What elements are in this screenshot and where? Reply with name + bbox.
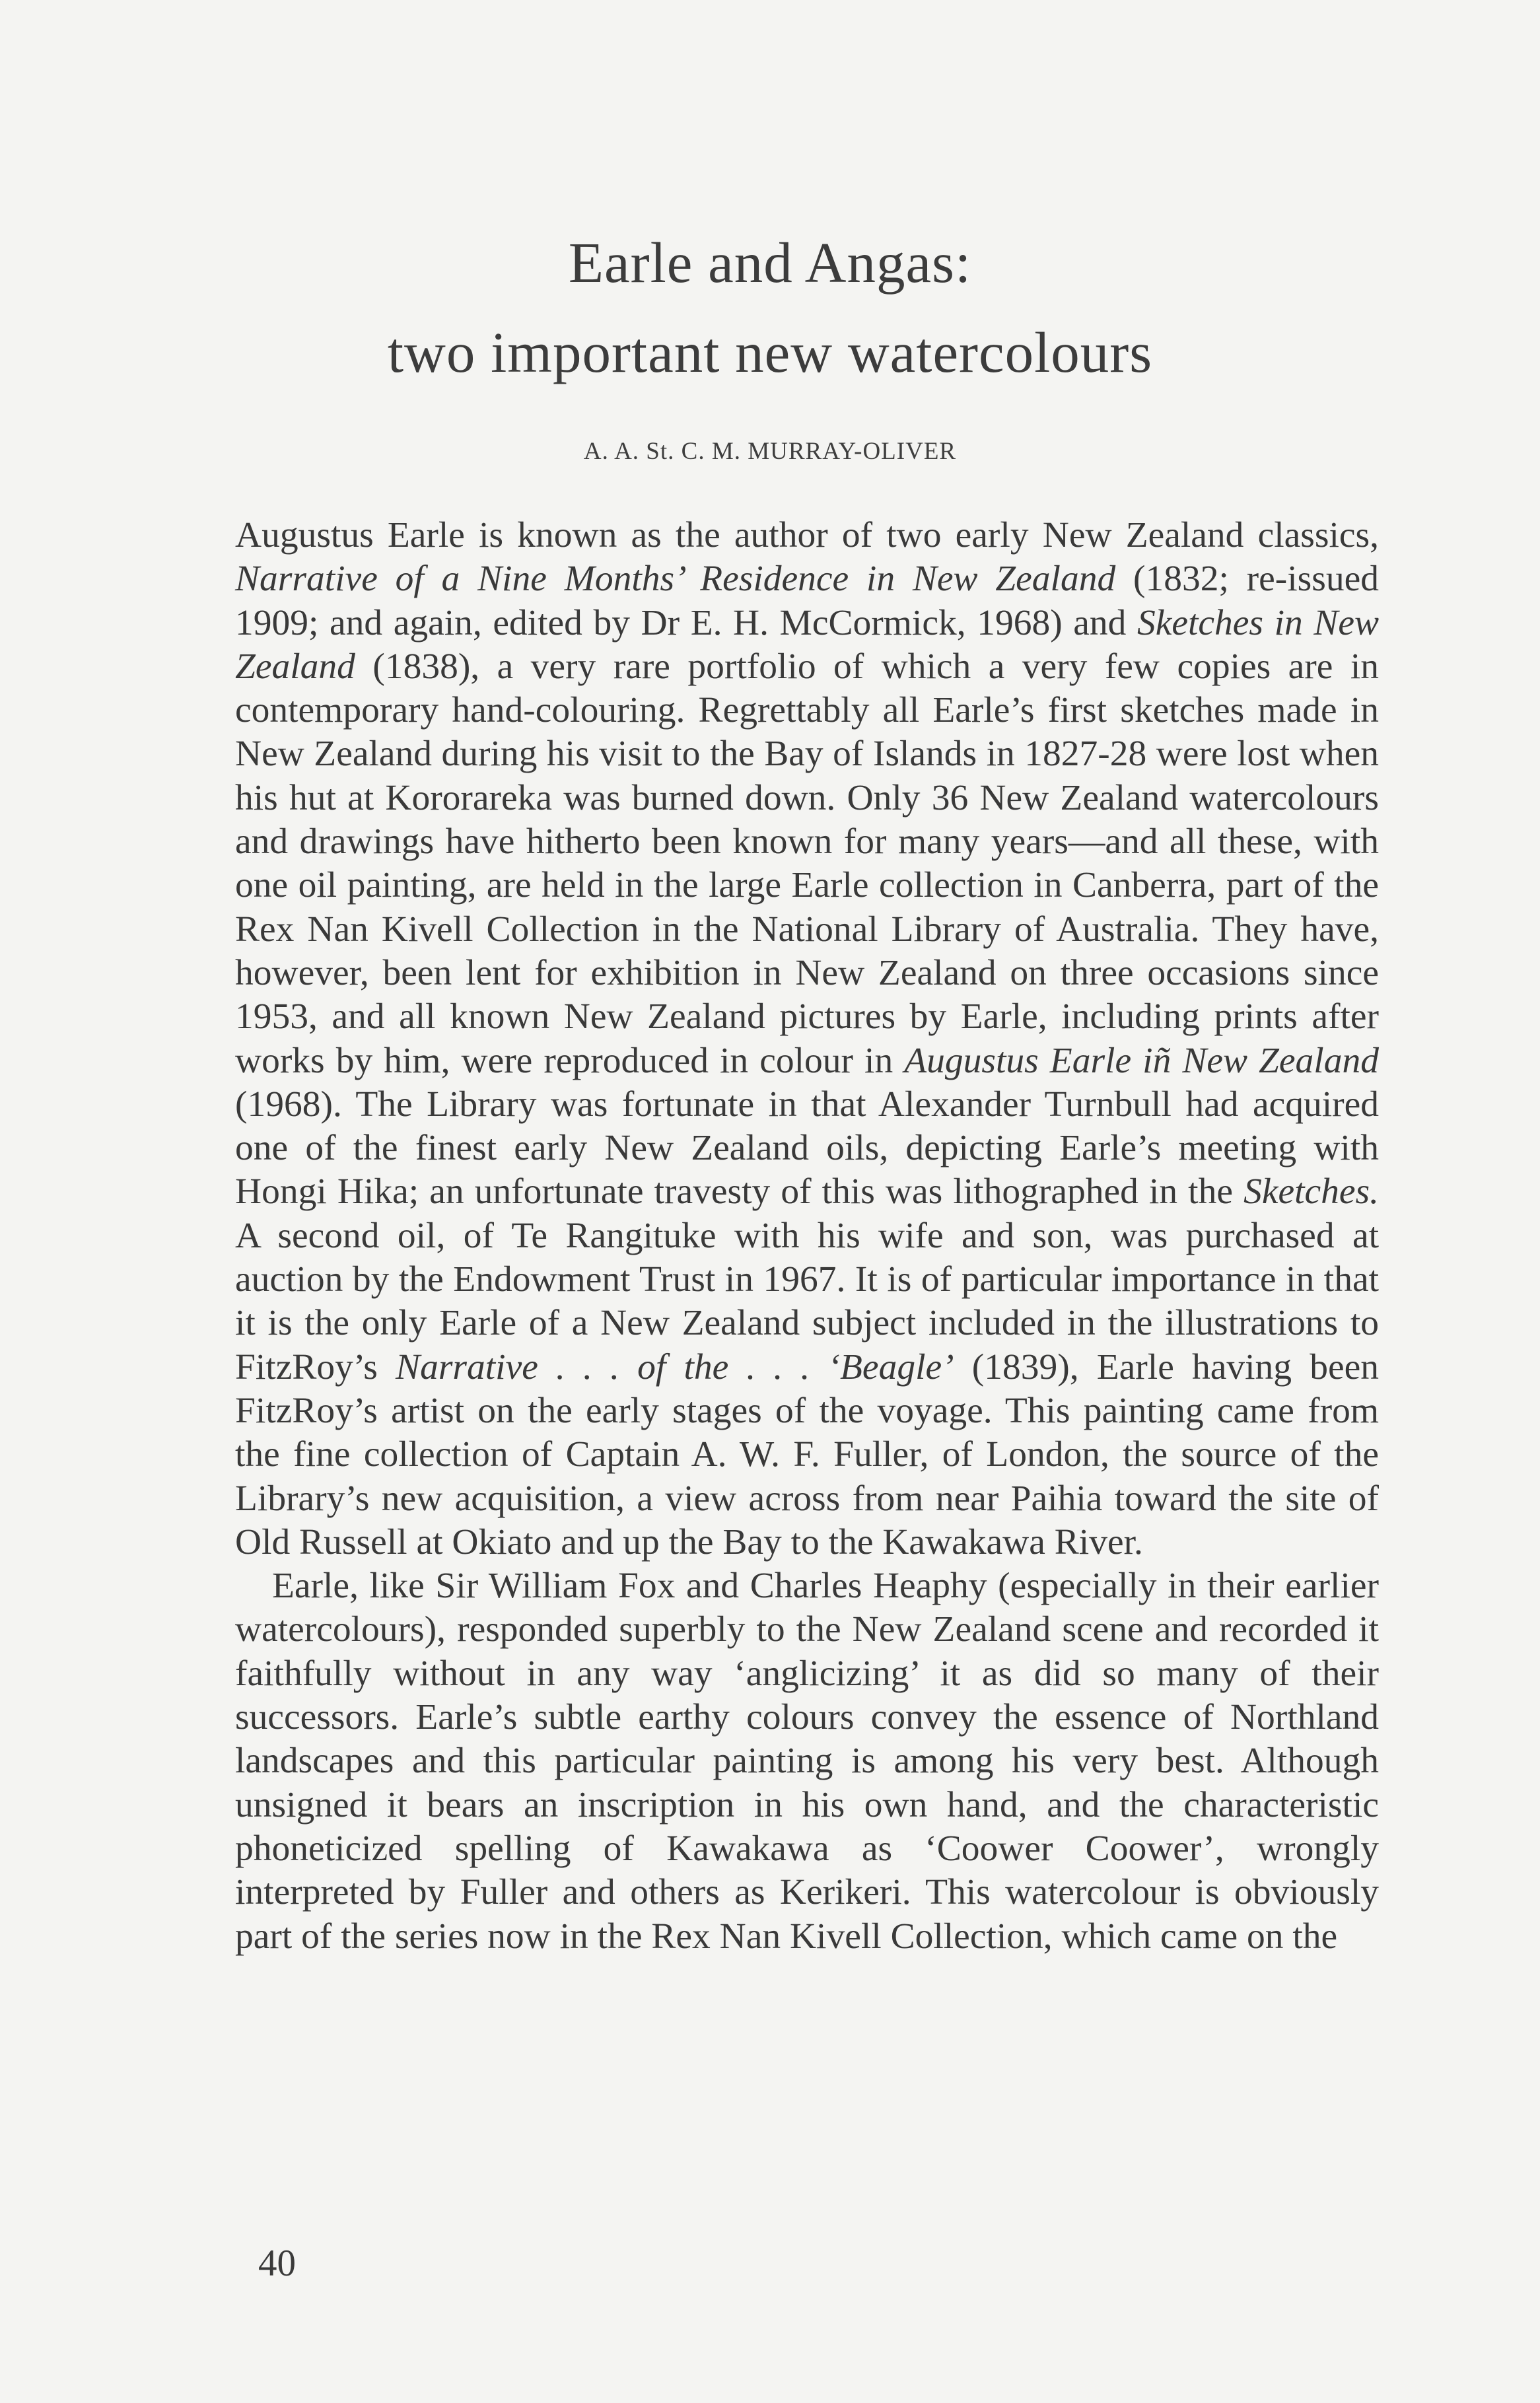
text-span: (1838), a very rare portfolio of which a very few copies are in contemporary hand-colouring. Regrettably all Earle’s first sketches made in New Zealand during his visit to the Bay of Islands in 1827-28 were lost when his hut at Kororareka was burned down. Only 36 New Zealand watercolours and drawings have hitherto been known for many years—and all these, with one oil painting, are held in the large Earle collection in Canberra, part of the Rex Nan Kivell Collection in the National Library of Australia. They have, however, been lent for exhibition in New Zealand on three occasions since 1953, and all known New Zealand pictures by Earle, including prints after works by him, were reproduced in colour in (235, 646, 1379, 1081)
title-line-2: two important new watercolours (387, 320, 1153, 384)
book-title-sketches-short: Sketches. (1243, 1171, 1379, 1212)
book-title-narrative: Narrative of a Nine Months’ Residence in New Zealand (235, 559, 1116, 600)
author-byline: A. A. St. C. M. MURRAY-OLIVER (583, 438, 957, 465)
article-title (0, 218, 1540, 398)
text-span: Augustus Earle is known as the author of two early New Zealand classics, (235, 515, 1379, 555)
page-number: 40 (258, 2243, 296, 2284)
book-title-augustus-earle: Augustus Earle iñ New Zealand (904, 1040, 1379, 1081)
text-span: A second oil, of Te Rangituke with his wife and son, was purchased at auction by the Endowment Trust in 1967. It is of particular importance in that it is the only Earle of a New Zealand subject included in the illustrations to FitzRoy’s (235, 1215, 1379, 1387)
title-line-1: Earle and Angas: (568, 230, 972, 295)
text-span: (1839), Earle having been FitzRoy’s artist on the early stages of the voyage. This painting came from the fine collection of Captain A. W. F. Fuller, of London, the source of the Library’s new acquisition, a view across from near Paihia toward the site of Old Russell at Okiato and up the Bay to the Kawakawa River. (235, 1346, 1379, 1562)
paragraph-2: Earle, like Sir William Fox and Charles Heaphy (especially in their earlier watercolours), responded superbly to the New Zealand scene and recorded it faithfully without in any way ‘anglicizing’ it as did so many of their successors. Earle’s subtle earthy colours convey the essence of Northland landscapes and this particular painting is among his very best. Although unsigned it bears an inscription in his own hand, and the characteristic phoneticized spelling of Kawakawa as ‘Coower Coower’, wrongly interpreted by Fuller and others as Kerikeri. This watercolour is obviously part of the series now in the Rex Nan Kivell Collection, which came on the (235, 1566, 1379, 1957)
text-span: (1968). The Library was fortunate in that Alexander Turnbull had acquired one of the finest early New Zealand oils, depicting Earle’s meeting with Hongi Hika; an unfortunate travesty of this was lithographed in the (235, 1084, 1379, 1212)
book-title-sketches: Sketches in New Zealand (235, 602, 1379, 687)
book-title-beagle: Narrative . . . of the . . . ‘Beagle’ (396, 1346, 954, 1387)
text-span: (1832; re-issued 1909; and again, edited by Dr E. H. McCormick, 1968) and (235, 559, 1379, 643)
article-body (235, 514, 1379, 1959)
paragraph-1 (235, 514, 1379, 1564)
